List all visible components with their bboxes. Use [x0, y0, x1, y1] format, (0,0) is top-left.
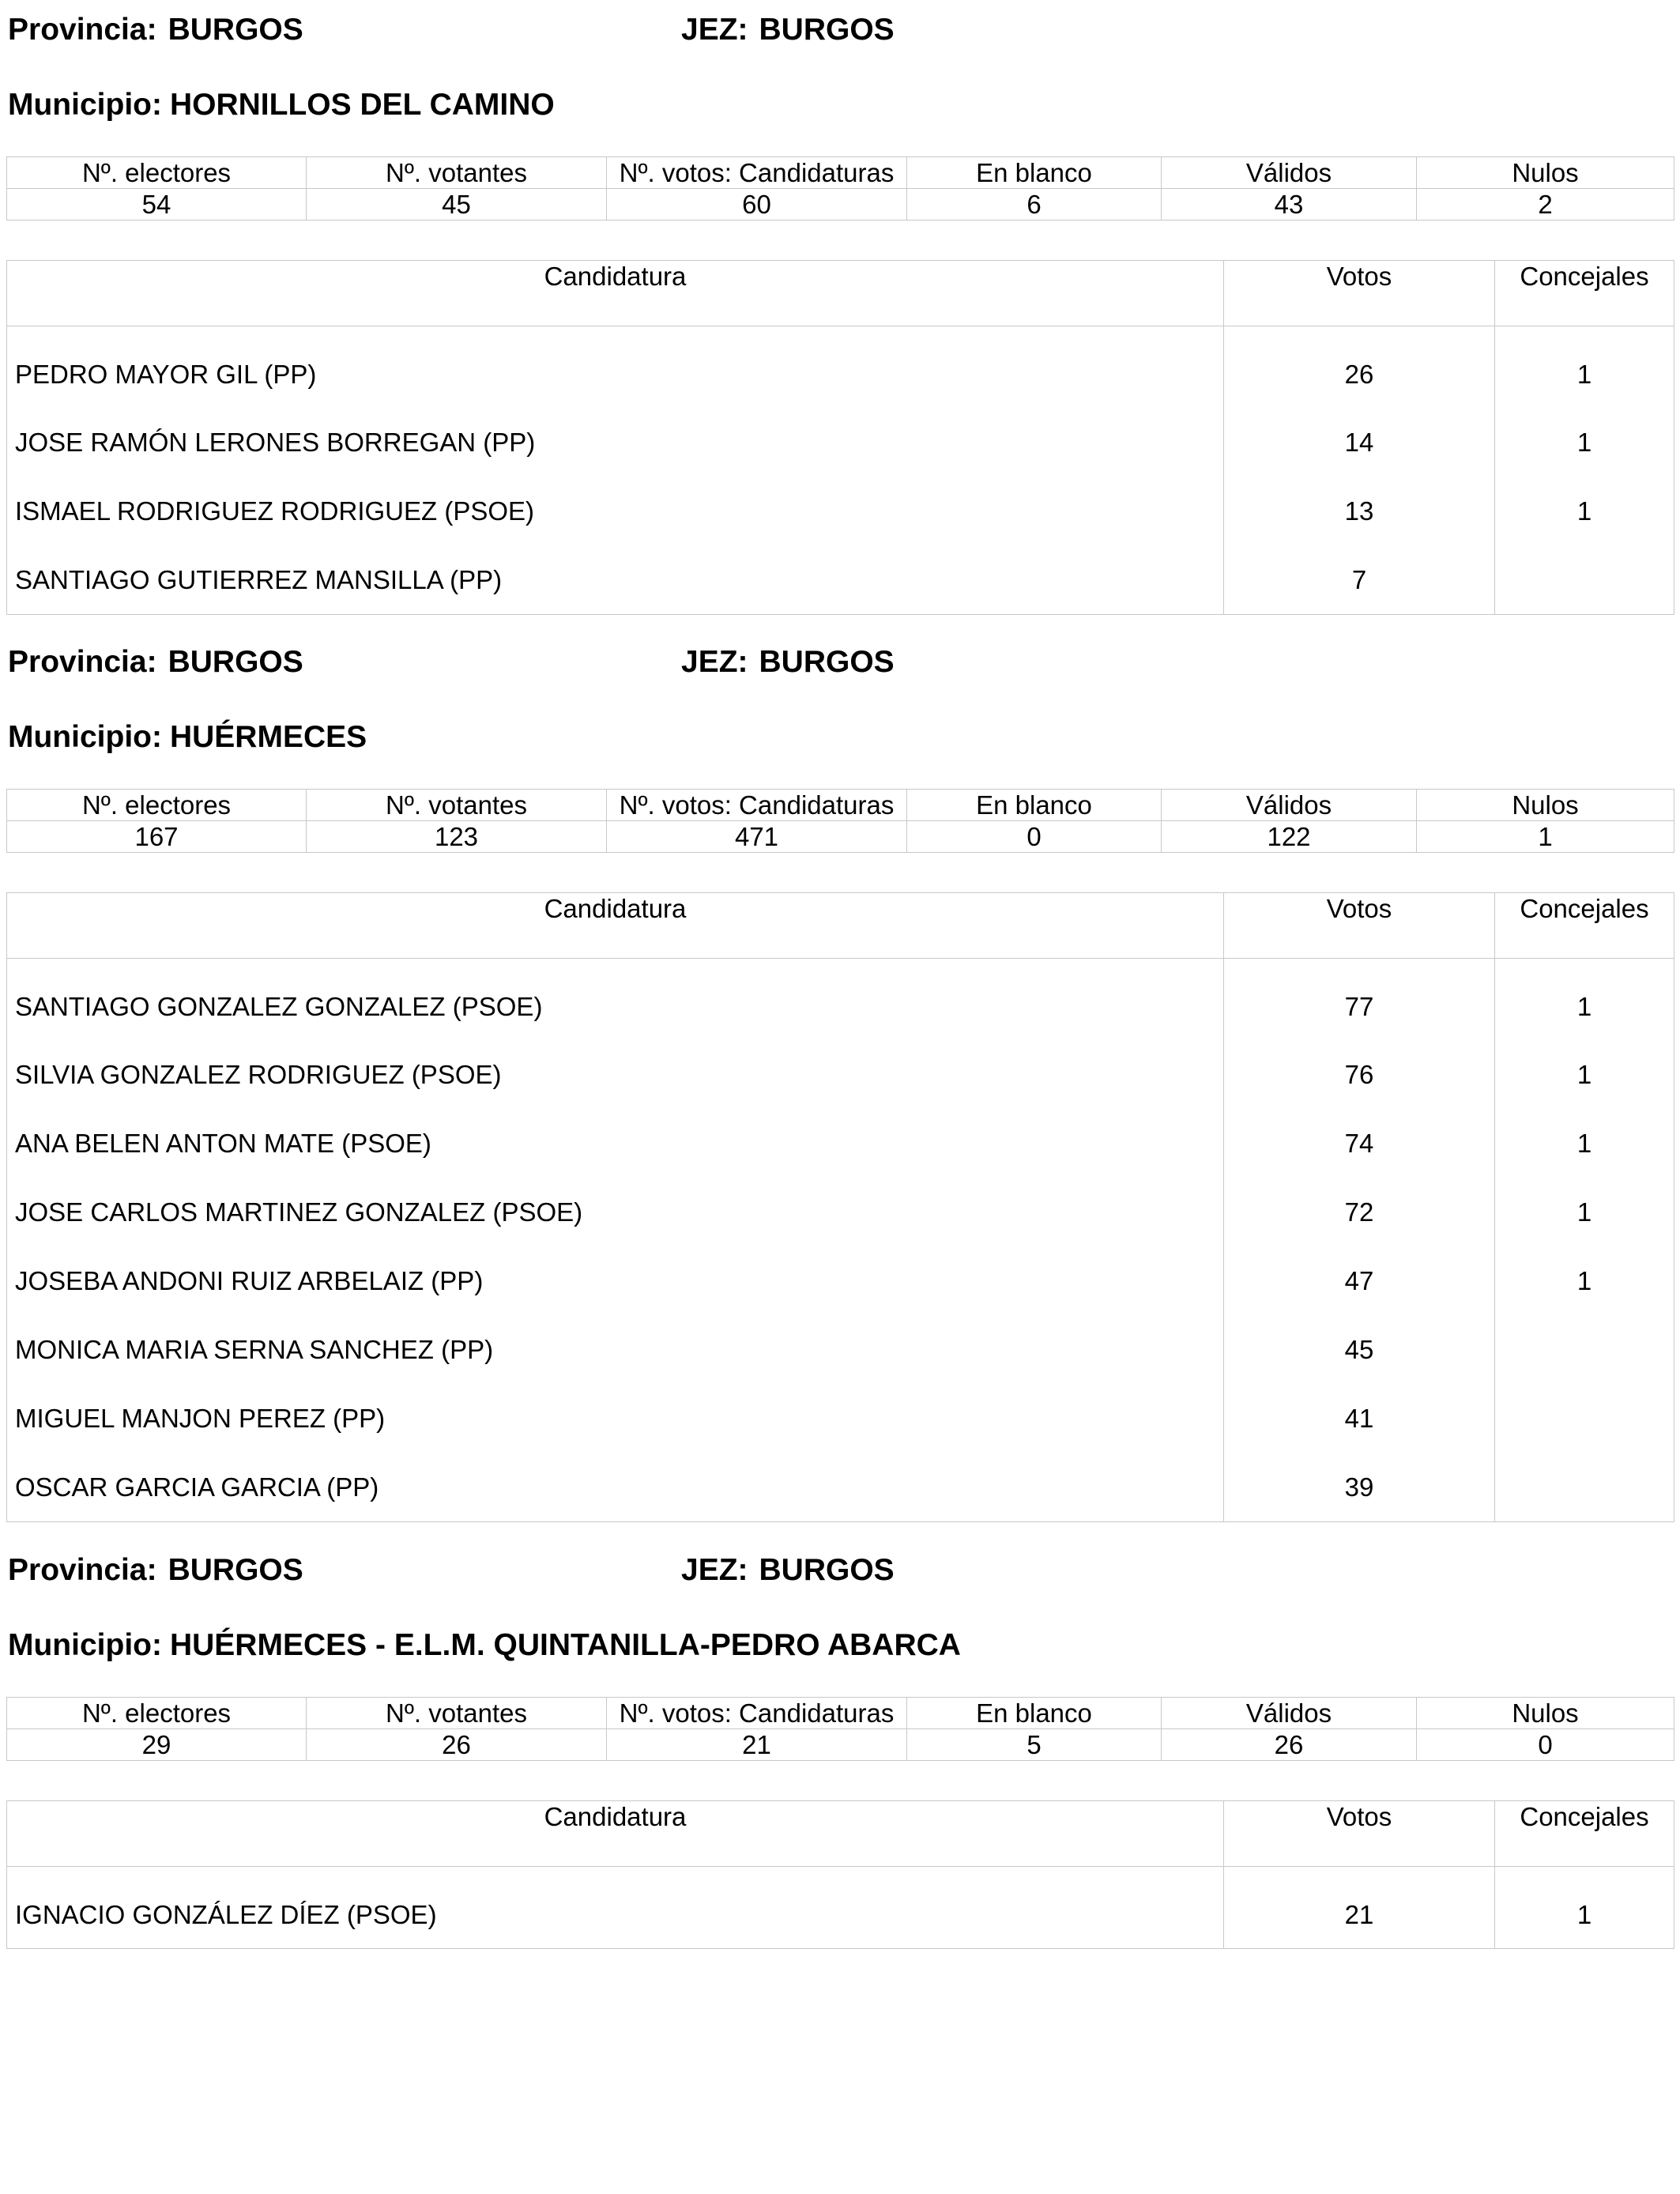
- stats-value-votantes: 26: [307, 1729, 607, 1761]
- stats-value-row: [7, 1729, 1674, 1761]
- candidate-concejales: [1495, 1453, 1674, 1522]
- candidate-concejales: [1495, 1384, 1674, 1453]
- candidate-votos: 21: [1224, 1867, 1495, 1949]
- candidate-concejales: 1: [1495, 1040, 1674, 1109]
- candidates-header-row: [7, 893, 1674, 959]
- candidate-row: [7, 326, 1674, 409]
- stats-value-votantes: 45: [307, 189, 607, 221]
- stats-header-validos: Válidos: [1162, 1698, 1417, 1729]
- candidate-name: MONICA MARIA SERNA SANCHEZ (PP): [7, 1315, 1224, 1384]
- candidate-votos: 13: [1224, 477, 1495, 545]
- jez-label: JEZ:: [681, 13, 748, 47]
- candidates-table: [6, 1800, 1674, 1949]
- concejales-header: Concejales: [1495, 1801, 1674, 1867]
- municipio-value: HORNILLOS DEL CAMINO: [169, 88, 555, 122]
- provincia-value: BURGOS: [168, 645, 303, 679]
- stats-value-validos: 43: [1162, 189, 1417, 221]
- candidate-votos: 74: [1224, 1109, 1495, 1178]
- candidate-votos: 41: [1224, 1384, 1495, 1453]
- candidate-row: [7, 1315, 1674, 1384]
- candidate-votos: 7: [1224, 545, 1495, 615]
- municipio-heading: [8, 88, 555, 123]
- candidate-row: [7, 1384, 1674, 1453]
- stats-header-electores: Nº. electores: [7, 790, 307, 821]
- candidate-votos: 77: [1224, 959, 1495, 1041]
- provincia-heading: [8, 13, 303, 47]
- candidate-name: SANTIAGO GUTIERREZ MANSILLA (PP): [7, 545, 1224, 615]
- stats-value-validos: 26: [1162, 1729, 1417, 1761]
- candidate-row: [7, 545, 1674, 615]
- candidate-row: [7, 1246, 1674, 1315]
- stats-header-electores: Nº. electores: [7, 1698, 307, 1729]
- candidate-name: ISMAEL RODRIGUEZ RODRIGUEZ (PSOE): [7, 477, 1224, 545]
- votos-header: Votos: [1224, 893, 1495, 959]
- provincia-label: Provincia:: [8, 645, 157, 679]
- candidate-name: MIGUEL MANJON PEREZ (PP): [7, 1384, 1224, 1453]
- candidate-concejales: 1: [1495, 326, 1674, 409]
- candidate-votos: 14: [1224, 408, 1495, 477]
- candidates-body: [7, 326, 1674, 615]
- stats-header-votantes: Nº. votantes: [307, 1698, 607, 1729]
- jez-value: BURGOS: [759, 645, 895, 679]
- provincia-value: BURGOS: [168, 1553, 303, 1587]
- candidates-header-row: [7, 261, 1674, 326]
- candidate-votos: 47: [1224, 1246, 1495, 1315]
- stats-header-nulos: Nulos: [1417, 790, 1674, 821]
- stats-table: [6, 156, 1674, 221]
- stats-header-row: [7, 157, 1674, 189]
- candidate-concejales: 1: [1495, 1178, 1674, 1246]
- stats-value-votos-candidaturas: 21: [607, 1729, 907, 1761]
- candidate-row: [7, 1040, 1674, 1109]
- municipio-value: HUÉRMECES: [169, 720, 367, 754]
- candidates-table: [6, 260, 1674, 615]
- candidate-row: [7, 408, 1674, 477]
- candidate-concejales: 1: [1495, 477, 1674, 545]
- candidate-concejales: 1: [1495, 1867, 1674, 1949]
- candidate-name: IGNACIO GONZÁLEZ DÍEZ (PSOE): [7, 1867, 1224, 1949]
- stats-value-validos: 122: [1162, 821, 1417, 853]
- candidate-concejales: 1: [1495, 1246, 1674, 1315]
- candidate-votos: 39: [1224, 1453, 1495, 1522]
- candidate-row: [7, 1109, 1674, 1178]
- candidate-concejales: 1: [1495, 408, 1674, 477]
- jez-heading: [681, 1553, 895, 1588]
- candidate-concejales: 1: [1495, 1109, 1674, 1178]
- candidate-row: [7, 1867, 1674, 1949]
- candidate-votos: 45: [1224, 1315, 1495, 1384]
- candidate-concejales: [1495, 545, 1674, 615]
- municipio-heading: [8, 720, 367, 755]
- municipio-label: Municipio:: [8, 88, 162, 122]
- jez-label: JEZ:: [681, 645, 748, 679]
- candidate-concejales: 1: [1495, 959, 1674, 1041]
- provincia-heading: [8, 1553, 303, 1588]
- stats-header-en-blanco: En blanco: [907, 790, 1162, 821]
- stats-value-electores: 29: [7, 1729, 307, 1761]
- stats-value-en-blanco: 6: [907, 189, 1162, 221]
- candidate-name: PEDRO MAYOR GIL (PP): [7, 326, 1224, 409]
- stats-header-votos-candidaturas: Nº. votos: Candidaturas: [607, 790, 907, 821]
- candidate-row: [7, 959, 1674, 1041]
- stats-value-row: [7, 189, 1674, 221]
- candidatura-header: Candidatura: [7, 1801, 1224, 1867]
- stats-value-nulos: 2: [1417, 189, 1674, 221]
- stats-value-nulos: 1: [1417, 821, 1674, 853]
- concejales-header: Concejales: [1495, 893, 1674, 959]
- stats-header-votantes: Nº. votantes: [307, 790, 607, 821]
- provincia-heading: [8, 645, 303, 680]
- provincia-label: Provincia:: [8, 1553, 157, 1587]
- candidate-votos: 26: [1224, 326, 1495, 409]
- stats-table: [6, 789, 1674, 853]
- municipio-label: Municipio:: [8, 720, 162, 754]
- stats-header-electores: Nº. electores: [7, 157, 307, 189]
- candidates-header-row: [7, 1801, 1674, 1867]
- provincia-value: BURGOS: [168, 13, 303, 47]
- candidate-name: SANTIAGO GONZALEZ GONZALEZ (PSOE): [7, 959, 1224, 1041]
- votos-header: Votos: [1224, 1801, 1495, 1867]
- candidates-body: [7, 1867, 1674, 1949]
- candidate-row: [7, 1178, 1674, 1246]
- stats-header-en-blanco: En blanco: [907, 157, 1162, 189]
- candidate-name: JOSEBA ANDONI RUIZ ARBELAIZ (PP): [7, 1246, 1224, 1315]
- candidate-name: SILVIA GONZALEZ RODRIGUEZ (PSOE): [7, 1040, 1224, 1109]
- stats-header-en-blanco: En blanco: [907, 1698, 1162, 1729]
- stats-value-row: [7, 821, 1674, 853]
- municipio-value: HUÉRMECES - E.L.M. QUINTANILLA-PEDRO ABARCA: [169, 1628, 961, 1662]
- stats-value-en-blanco: 5: [907, 1729, 1162, 1761]
- candidate-row: [7, 1453, 1674, 1522]
- stats-header-row: [7, 790, 1674, 821]
- stats-table: [6, 1697, 1674, 1761]
- stats-value-votos-candidaturas: 60: [607, 189, 907, 221]
- candidates-body: [7, 959, 1674, 1522]
- municipio-heading: [8, 1628, 961, 1663]
- jez-heading: [681, 645, 895, 680]
- stats-value-electores: 54: [7, 189, 307, 221]
- stats-header-votos-candidaturas: Nº. votos: Candidaturas: [607, 1698, 907, 1729]
- candidatura-header: Candidatura: [7, 261, 1224, 326]
- candidatura-header: Candidatura: [7, 893, 1224, 959]
- candidate-row: [7, 477, 1674, 545]
- stats-value-votos-candidaturas: 471: [607, 821, 907, 853]
- stats-header-validos: Válidos: [1162, 790, 1417, 821]
- stats-value-electores: 167: [7, 821, 307, 853]
- stats-header-nulos: Nulos: [1417, 1698, 1674, 1729]
- stats-value-en-blanco: 0: [907, 821, 1162, 853]
- stats-header-row: [7, 1698, 1674, 1729]
- candidate-concejales: [1495, 1315, 1674, 1384]
- votos-header: Votos: [1224, 261, 1495, 326]
- candidate-name: JOSE CARLOS MARTINEZ GONZALEZ (PSOE): [7, 1178, 1224, 1246]
- stats-header-votos-candidaturas: Nº. votos: Candidaturas: [607, 157, 907, 189]
- stats-value-nulos: 0: [1417, 1729, 1674, 1761]
- candidates-table: [6, 892, 1674, 1522]
- candidate-name: OSCAR GARCIA GARCIA (PP): [7, 1453, 1224, 1522]
- candidate-name: ANA BELEN ANTON MATE (PSOE): [7, 1109, 1224, 1178]
- stats-value-votantes: 123: [307, 821, 607, 853]
- jez-heading: [681, 13, 895, 47]
- candidate-votos: 76: [1224, 1040, 1495, 1109]
- provincia-label: Provincia:: [8, 13, 157, 47]
- candidate-name: JOSE RAMÓN LERONES BORREGAN (PP): [7, 408, 1224, 477]
- stats-header-validos: Válidos: [1162, 157, 1417, 189]
- stats-header-votantes: Nº. votantes: [307, 157, 607, 189]
- jez-value: BURGOS: [759, 1553, 895, 1587]
- concejales-header: Concejales: [1495, 261, 1674, 326]
- jez-label: JEZ:: [681, 1553, 748, 1587]
- stats-header-nulos: Nulos: [1417, 157, 1674, 189]
- municipio-label: Municipio:: [8, 1628, 162, 1662]
- jez-value: BURGOS: [759, 13, 895, 47]
- candidate-votos: 72: [1224, 1178, 1495, 1246]
